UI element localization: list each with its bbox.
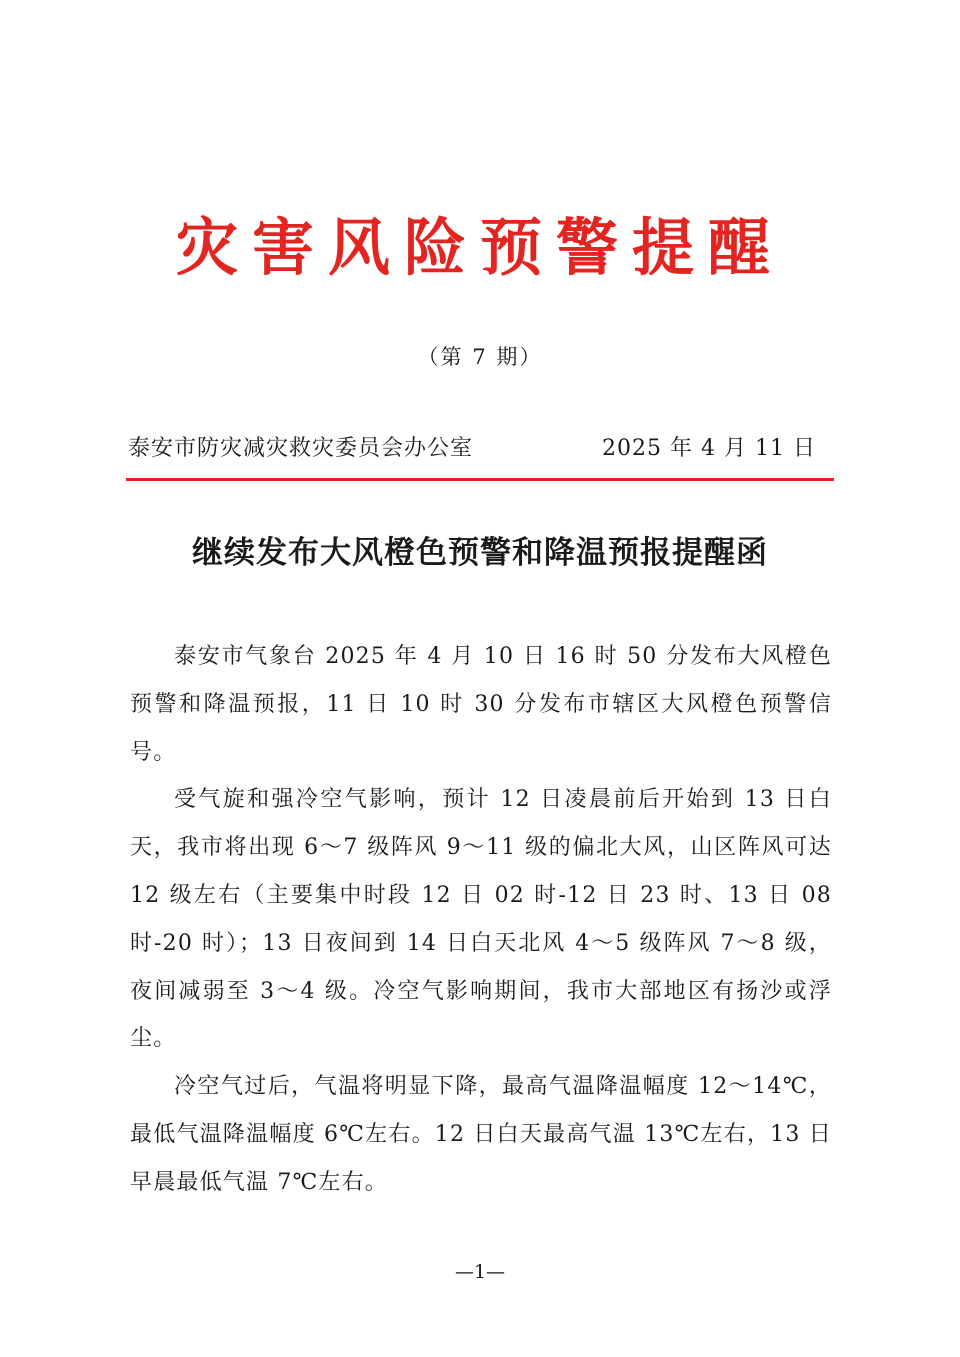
issue-number: （第 7 期） <box>417 345 543 369</box>
body-paragraph: 冷空气过后，气温将明显下降，最高气温降温幅度 12～14℃，最低气温降温幅度 6℃左右。12 日白天最高气温 13℃左右，13 日早晨最低气温 7℃左右。 <box>130 1074 832 1195</box>
document-title: 继续发布大风橙色预警和降温预报提醒函 <box>192 535 768 571</box>
body-paragraph: 泰安市气象台 2025 年 4 月 10 日 16 时 50 分发布大风橙色预警和降温预报，11 日 10 时 30 分发布市辖区大风橙色预警信号。 <box>130 644 832 765</box>
issuer-name: 泰安市防灾减灾救灾委员会办公室 <box>128 436 474 461</box>
document-body <box>130 633 832 1207</box>
issue-date: 2025 年 4 月 11 日 <box>602 436 816 461</box>
header-title: 灾害风险预警提醒 <box>175 211 784 284</box>
red-divider <box>126 478 834 481</box>
issuer-row <box>128 432 832 466</box>
body-paragraph: 受气旋和强冷空气影响，预计 12 日凌晨前后开始到 13 日白天，我市将出现 6～7 级阵风 9～11 级的偏北大风，山区阵风可达 12 级左右（主要集中时段 12 日 02 时-12 日 23 时、13 日 08 时-20 时）；13 日夜间到 14 日白天北风 4～5 级阵风 7～8 级，夜间减弱至 3～4 级。冷空气影响期间，我市大部地区有扬沙或浮尘。 <box>130 787 832 1052</box>
page-number: —1— <box>454 1261 506 1283</box>
